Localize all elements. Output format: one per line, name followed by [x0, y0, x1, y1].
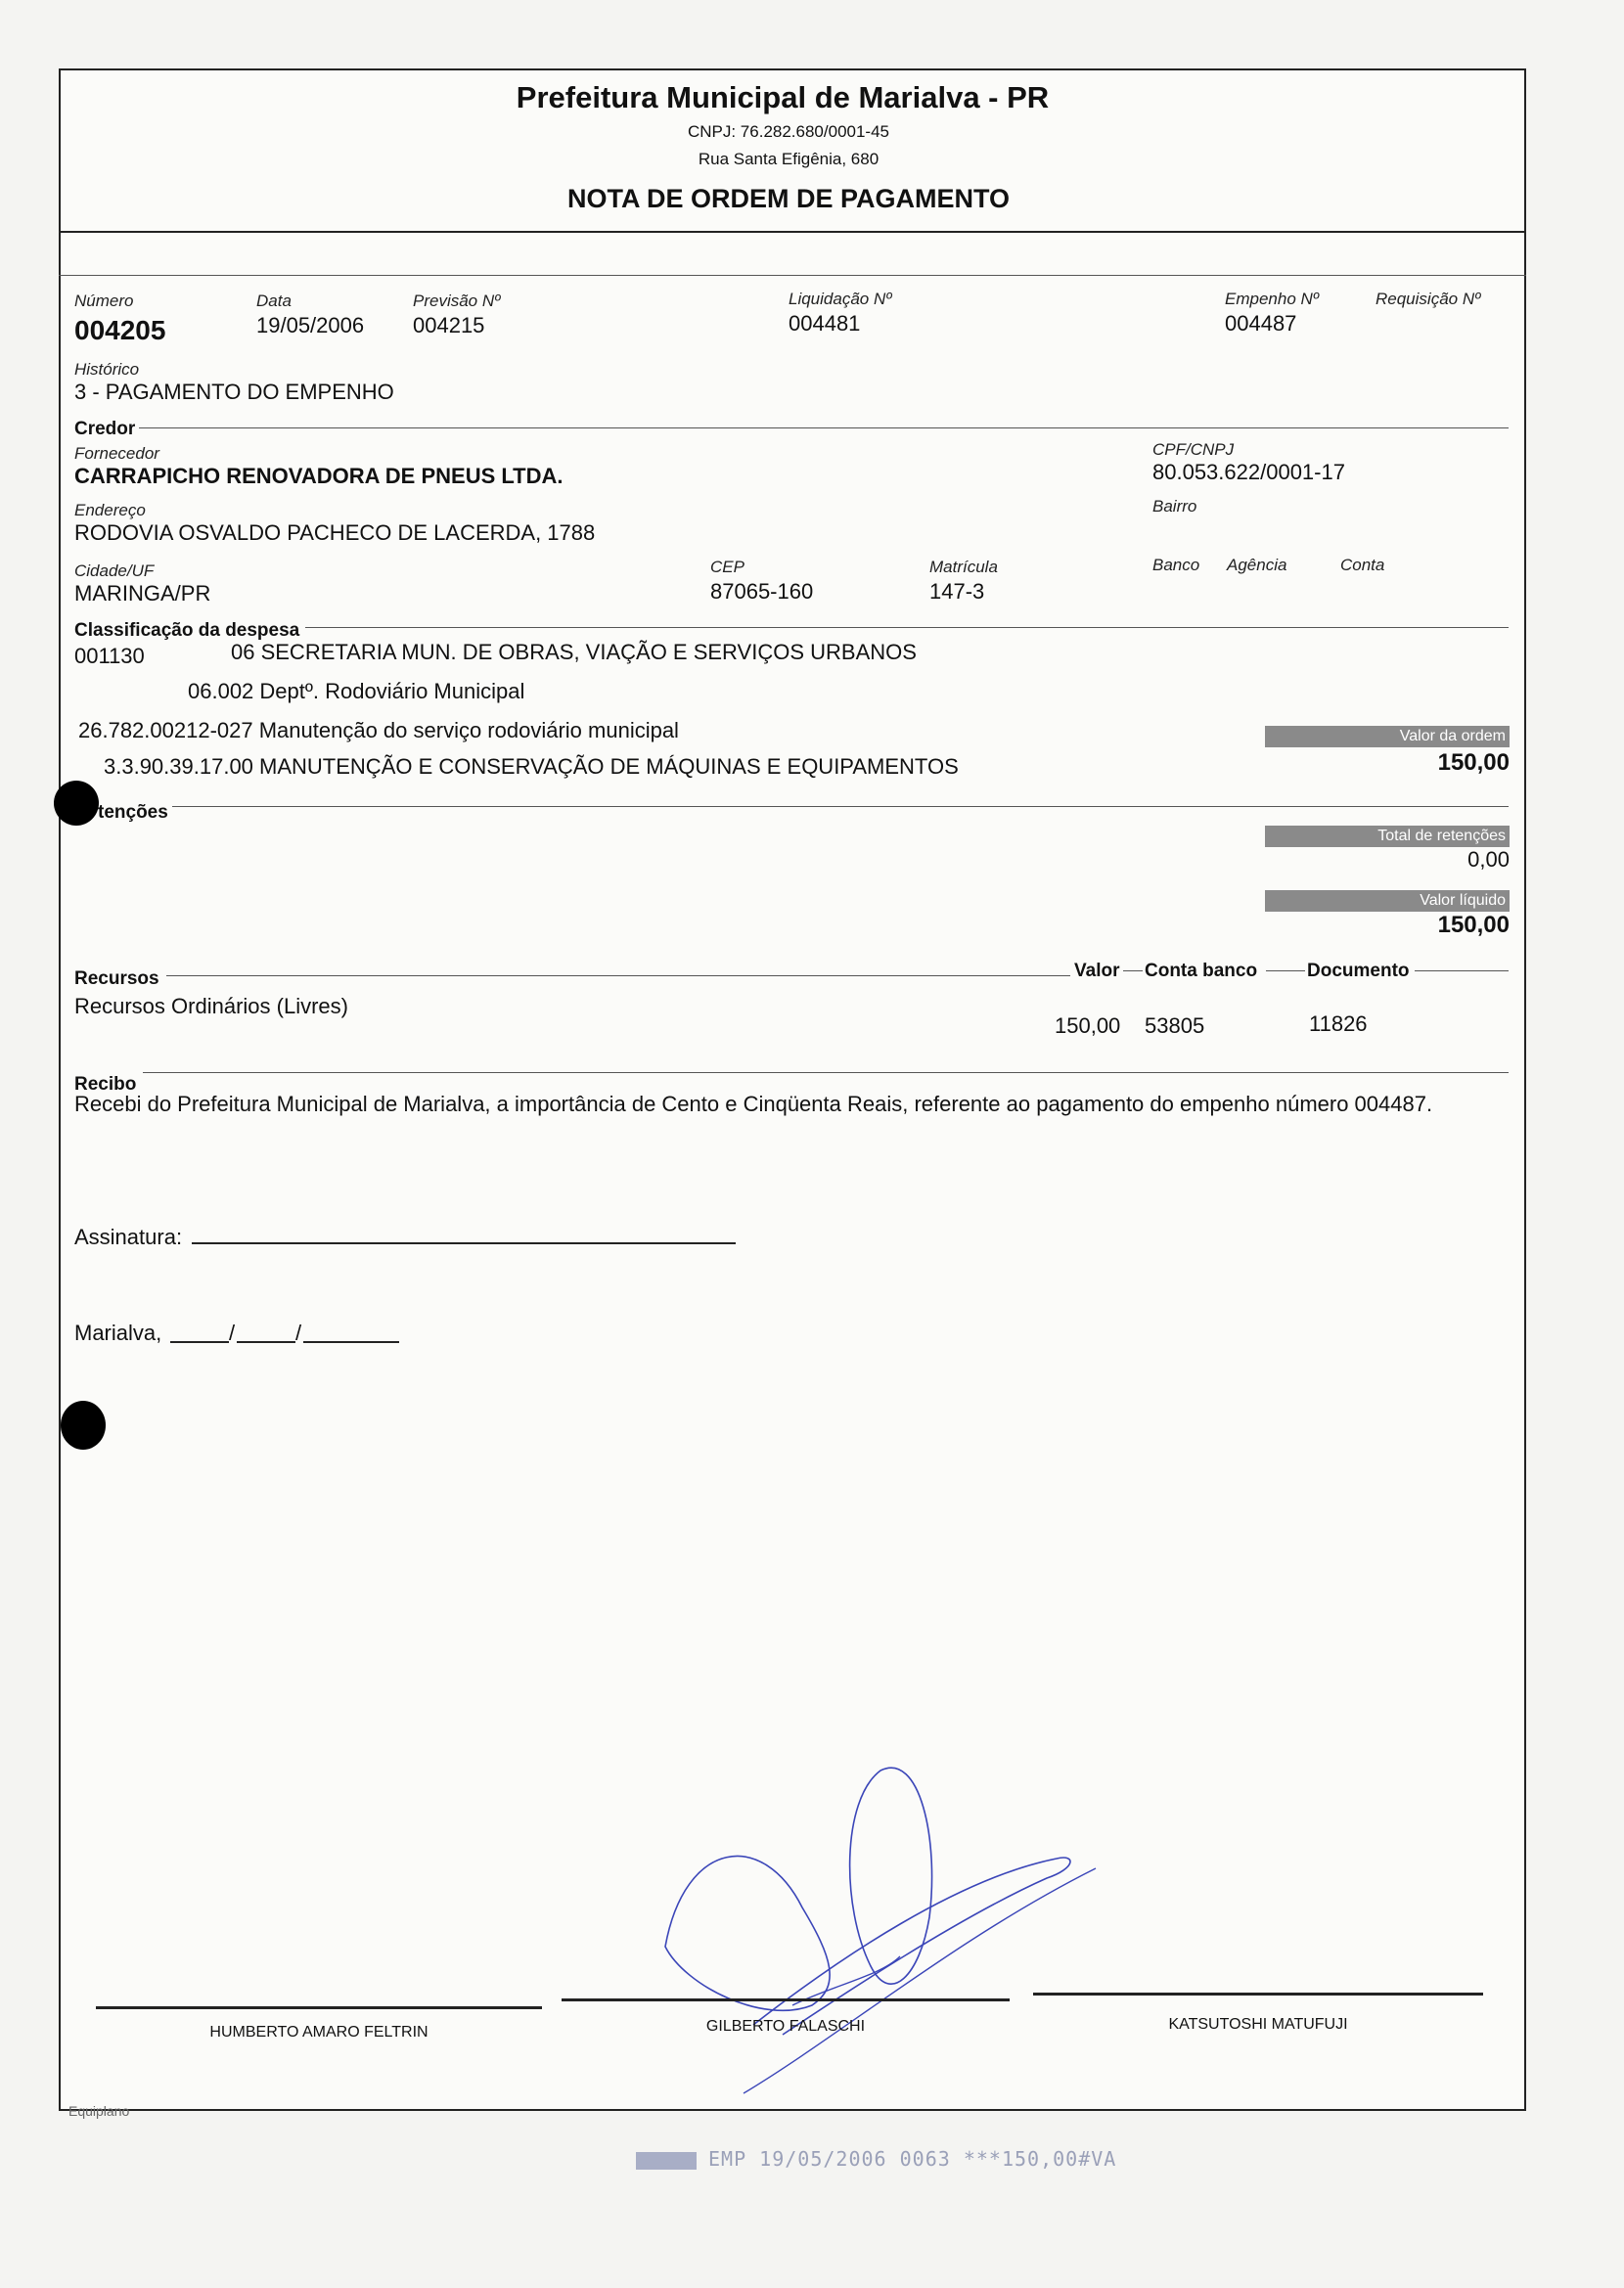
recibo-text: Recebi do Prefeitura Municipal de Marialva, a importância de Cento e Cinqüenta Reais, referente ao pagamento do empenho número 004487.	[74, 1092, 1433, 1116]
numero-value: 004205	[74, 315, 166, 345]
previsao-value: 004215	[413, 313, 485, 337]
signatory-2: GILBERTO FALASCHI	[705, 2018, 866, 2035]
cep-value: 87065-160	[710, 579, 814, 604]
date-day-line	[170, 1341, 229, 1343]
signatory-3: KATSUTOSHI MATUFUJI	[1168, 2016, 1348, 2033]
retencoes-section: tenções	[98, 802, 168, 823]
banco-label: Banco	[1152, 556, 1200, 574]
historico-value: 3 - PAGAMENTO DO EMPENHO	[74, 380, 394, 404]
date-sep2: /	[295, 1321, 302, 1345]
stamp-logo-block	[636, 2152, 697, 2170]
data-label: Data	[256, 292, 292, 310]
local-label: Marialva,	[74, 1321, 162, 1345]
assinatura-line	[192, 1242, 736, 1244]
cpf-value: 80.053.622/0001-17	[1152, 460, 1345, 484]
conta-label: Conta	[1340, 556, 1385, 574]
cpf-label: CPF/CNPJ	[1152, 440, 1235, 459]
historico-label: Histórico	[74, 360, 140, 379]
recursos-col-valor: Valor	[1074, 961, 1120, 981]
recibo-rule	[143, 1072, 1509, 1073]
date-year-line	[303, 1341, 399, 1343]
recursos-col-sep3	[1415, 970, 1509, 971]
recursos-conta: 53805	[1145, 1013, 1205, 1038]
cep-label: CEP	[710, 558, 744, 576]
date-sep1: /	[229, 1321, 236, 1345]
cidade-label: Cidade/UF	[74, 561, 155, 580]
matricula-label: Matrícula	[929, 558, 998, 576]
punch-hole-bottom	[61, 1401, 106, 1450]
recursos-documento: 11826	[1309, 1011, 1368, 1036]
recursos-col-documento: Documento	[1307, 961, 1410, 981]
endereco-label: Endereço	[74, 501, 146, 519]
previsao-label: Previsão Nº	[413, 292, 501, 310]
fornecedor-value: CARRAPICHO RENOVADORA DE PNEUS LTDA.	[74, 464, 564, 488]
recursos-col-conta: Conta banco	[1145, 961, 1258, 981]
classificacao-section: Classificação da despesa	[74, 620, 300, 641]
classificacao-code: 001130	[74, 644, 145, 668]
recursos-valor: 150,00	[1055, 1013, 1121, 1038]
valor-liquido-value: 150,00	[1437, 912, 1510, 938]
numero-label: Número	[74, 292, 134, 310]
recursos-rule	[166, 975, 1070, 976]
requisicao-label: Requisição Nº	[1376, 290, 1481, 308]
empenho-value: 004487	[1225, 311, 1297, 336]
processing-stamp	[636, 2147, 1116, 2171]
assinatura-label: Assinatura:	[74, 1225, 183, 1249]
liquidacao-label: Liquidação Nº	[789, 290, 892, 308]
retencoes-rule	[172, 806, 1509, 807]
classificacao-line2: 06.002 Deptº. Rodoviário Municipal	[188, 679, 525, 703]
signature-line-1	[96, 2006, 542, 2009]
matricula-value: 147-3	[929, 579, 985, 604]
recursos-col-sep2	[1266, 970, 1305, 971]
liquidacao-value: 004481	[789, 311, 861, 336]
recibo-section: Recibo	[74, 1074, 137, 1095]
signatory-1: HUMBERTO AMARO FELTRIN	[209, 2024, 429, 2041]
recursos-fonte: Recursos Ordinários (Livres)	[74, 994, 348, 1018]
agencia-label: Agência	[1227, 556, 1287, 574]
cidade-value: MARINGA/PR	[74, 581, 211, 606]
bairro-label: Bairro	[1152, 497, 1197, 516]
total-retencoes-label: Total de retenções	[1265, 826, 1510, 847]
equiplano-label: Equiplano	[68, 2103, 130, 2119]
classificacao-line4: 3.3.90.39.17.00 MANUTENÇÃO E CONSERVAÇÃO DE MÁQUINAS E EQUIPAMENTOS	[104, 754, 959, 779]
date-month-line	[237, 1341, 295, 1343]
municipality-address: Rua Santa Efigênia, 680	[698, 150, 880, 168]
valor-ordem-label: Valor da ordem	[1265, 726, 1510, 747]
header-divider	[59, 231, 1526, 233]
punch-hole-top	[54, 781, 99, 826]
empenho-label: Empenho Nº	[1225, 290, 1319, 308]
document-title: NOTA DE ORDEM DE PAGAMENTO	[566, 184, 1010, 213]
total-retencoes-value: 0,00	[1467, 847, 1510, 872]
stamp-text: EMP 19/05/2006 0063 ***150,00#VA	[708, 2147, 1117, 2171]
recursos-section: Recursos	[74, 968, 159, 989]
ids-top-rule	[59, 275, 1526, 276]
data-value: 19/05/2006	[256, 313, 365, 337]
recursos-col-sep1	[1123, 970, 1143, 971]
credor-rule	[139, 427, 1509, 428]
valor-ordem-value: 150,00	[1437, 749, 1510, 776]
signature-scribble	[646, 1761, 1115, 2113]
fornecedor-label: Fornecedor	[74, 444, 159, 463]
endereco-value: RODOVIA OSVALDO PACHECO DE LACERDA, 1788	[74, 520, 596, 545]
classificacao-line1: 06 SECRETARIA MUN. DE OBRAS, VIAÇÃO E SERVIÇOS URBANOS	[231, 640, 917, 664]
classificacao-line3: 26.782.00212-027 Manutenção do serviço rodoviário municipal	[78, 718, 679, 742]
municipality-title: Prefeitura Municipal de Marialva - PR	[516, 80, 1050, 114]
signature-line-2	[562, 1998, 1010, 2001]
signature-line-3	[1033, 1993, 1483, 1996]
municipality-cnpj: CNPJ: 76.282.680/0001-45	[687, 122, 890, 141]
credor-section: Credor	[74, 419, 136, 439]
valor-liquido-label: Valor líquido	[1265, 890, 1510, 912]
classificacao-rule	[305, 627, 1509, 628]
